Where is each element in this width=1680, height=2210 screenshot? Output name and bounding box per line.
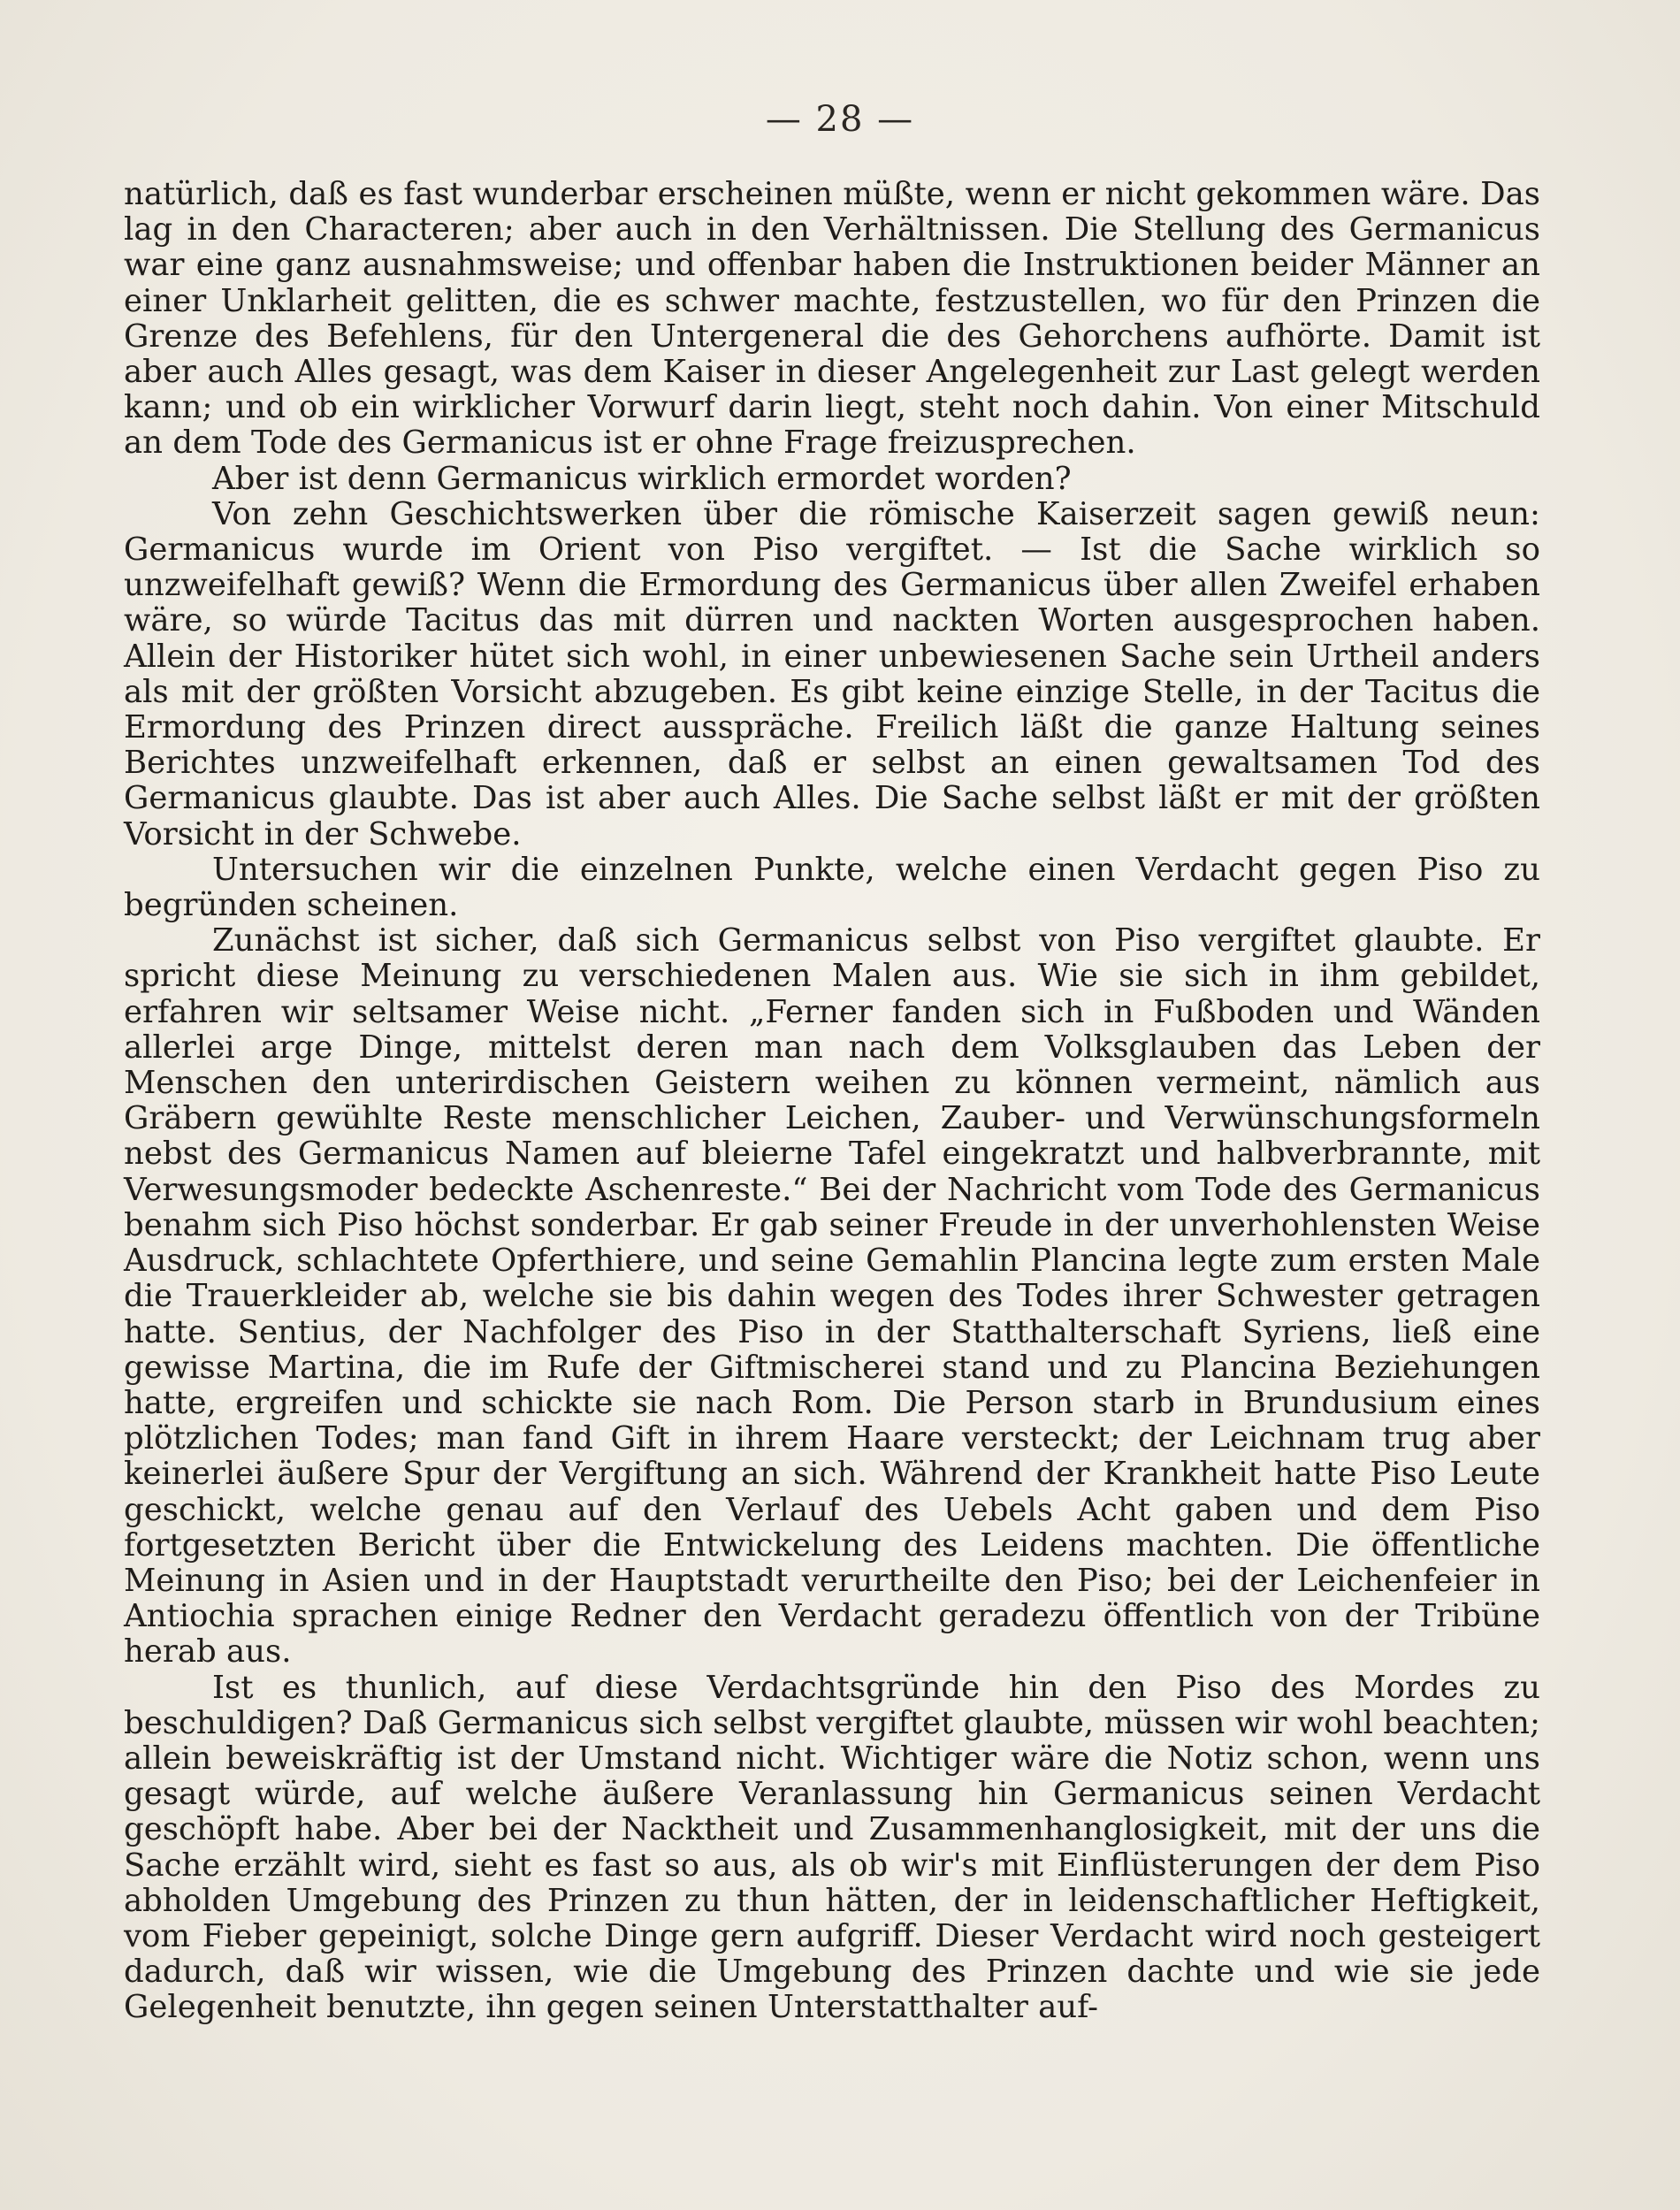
paragraph-4: Untersuchen wir die einzelnen Punkte, welche einen Verdacht gegen Piso zu begründen scheinen. (124, 851, 1540, 924)
paragraph-2: Aber ist denn Germanicus wirklich ermordet worden? (212, 460, 1072, 497)
paragraph-3: Von zehn Geschichtswerken über die römische Kaiserzeit sagen gewiß neun: Germanicus wurde im Orient von Piso vergiftet. — Ist die Sache wirklich so unzweifelhaft gewiß? Wenn die Ermordung des Germanicus über allen Zweifel erhaben wäre, so würde Tacitus das mit dürren und nackten Worten ausgesprochen haben. Allein der Historiker hütet sich wohl, in einer unbewiesenen Sache sein Urtheil anders als mit der größten Vorsicht abzugeben. Es gibt keine einzige Stelle, in der Tacitus die Ermordung des Prinzen direct ausspräche. Freilich läßt die ganze Haltung seines Berichtes unzweifelhaft erkennen, daß er selbst an einen gewaltsamen Tod des Germanicus glaubte. Das ist aber auch Alles. Die Sache selbst läßt er mit der größten Vorsicht in der Schwebe. (124, 495, 1540, 853)
body-text (124, 177, 1540, 2026)
paragraph-1: natürlich, daß es fast wunderbar erscheinen müßte, wenn er nicht gekommen wäre. Das lag in den Characteren; aber auch in den Verhältnissen. Die Stellung des Germanicus war eine ganz ausnahmsweise; und offenbar haben die Instruktionen beider Männer an einer Unklarheit gelitten, die es schwer machte, festzustellen, wo für den Prinzen die Grenze des Befehlens, für den Untergeneral die des Gehorchens aufhörte. Damit ist aber auch Alles gesagt, was dem Kaiser in dieser Angelegenheit zur Last gelegt werden kann; und ob ein wirklicher Vorwurf darin liegt, steht noch dahin. Von einer Mitschuld an dem Tode des Germanicus ist er ohne Frage freizusprechen. (124, 176, 1540, 462)
paragraph-6: Ist es thunlich, auf diese Verdachtsgründe hin den Piso des Mordes zu beschuldigen? Daß Germanicus sich selbst vergiftet glaubte, müssen wir wohl beachten; allein beweiskräftig ist der Umstand nicht. Wichtiger wäre die Notiz schon, wenn uns gesagt würde, auf welche äußere Veranlassung hin Germanicus seinen Verdacht geschöpft habe. Aber bei der Nacktheit und Zusammenhanglosigkeit, mit der uns die Sache erzählt wird, sieht es fast so aus, als ob wir's mit Einflüsterungen der dem Piso abholden Umgebung des Prinzen zu thun hätten, der in leidenschaftlicher Heftigkeit, vom Fieber gepeinigt, solche Dinge gern aufgriff. Dieser Verdacht wird noch gesteigert dadurch, daß wir wissen, wie die Umgebung des Prinzen dachte und wie sie jede Gelegenheit benutzte, ihn gegen seinen Unterstatthalter auf- (124, 1669, 1540, 2026)
paragraph-5: Zunächst ist sicher, daß sich Germanicus selbst von Piso vergiftet glaubte. Er spricht diese Meinung zu verschiedenen Malen aus. Wie sie sich in ihm gebildet, erfahren wir seltsamer Weise nicht. „Ferner fanden sich in Fußboden und Wänden allerlei arge Dinge, mittelst deren man nach dem Volksglauben das Leben der Menschen den unterirdischen Geistern weihen zu können vermeint, nämlich aus Gräbern gewühlte Reste menschlicher Leichen, Zauber- und Verwünschungsformeln nebst des Germanicus Namen auf bleierne Tafel eingekratzt und halbverbrannte, mit Verwesungsmoder bedeckte Aschenreste.“ Bei der Nachricht vom Tode des Germanicus benahm sich Piso höchst sonderbar. Er gab seiner Freude in der unverhohlensten Weise Ausdruck, schlachtete Opferthiere, und seine Gemahlin Plancina legte zum ersten Male die Trauerkleider ab, welche sie bis dahin wegen des Todes ihrer Schwester getragen hatte. Sentius, der Nachfolger des Piso in der Statthalterschaft Syriens, ließ eine gewisse Martina, die im Rufe der Giftmischerei stand und zu Plancina Beziehungen hatte, ergreifen und schickte sie nach Rom. Die Person starb in Brundusium eines plötzlichen Todes; man fand Gift in ihrem Haare versteckt; der Leichnam trug aber keinerlei äußere Spur der Vergiftung an sich. Während der Krankheit hatte Piso Leute geschickt, welche genau auf den Verlauf des Uebels Acht gaben und dem Piso fortgesetzten Bericht über die Entwickelung des Leidens machten. Die öffentliche Meinung in Asien und in der Hauptstadt verurtheilte den Piso; bei der Leichenfeier in Antiochia sprachen einige Redner den Verdacht geradezu öffentlich von der Tribüne herab aus. (124, 922, 1540, 1671)
page-number: — 28 — (765, 99, 915, 140)
